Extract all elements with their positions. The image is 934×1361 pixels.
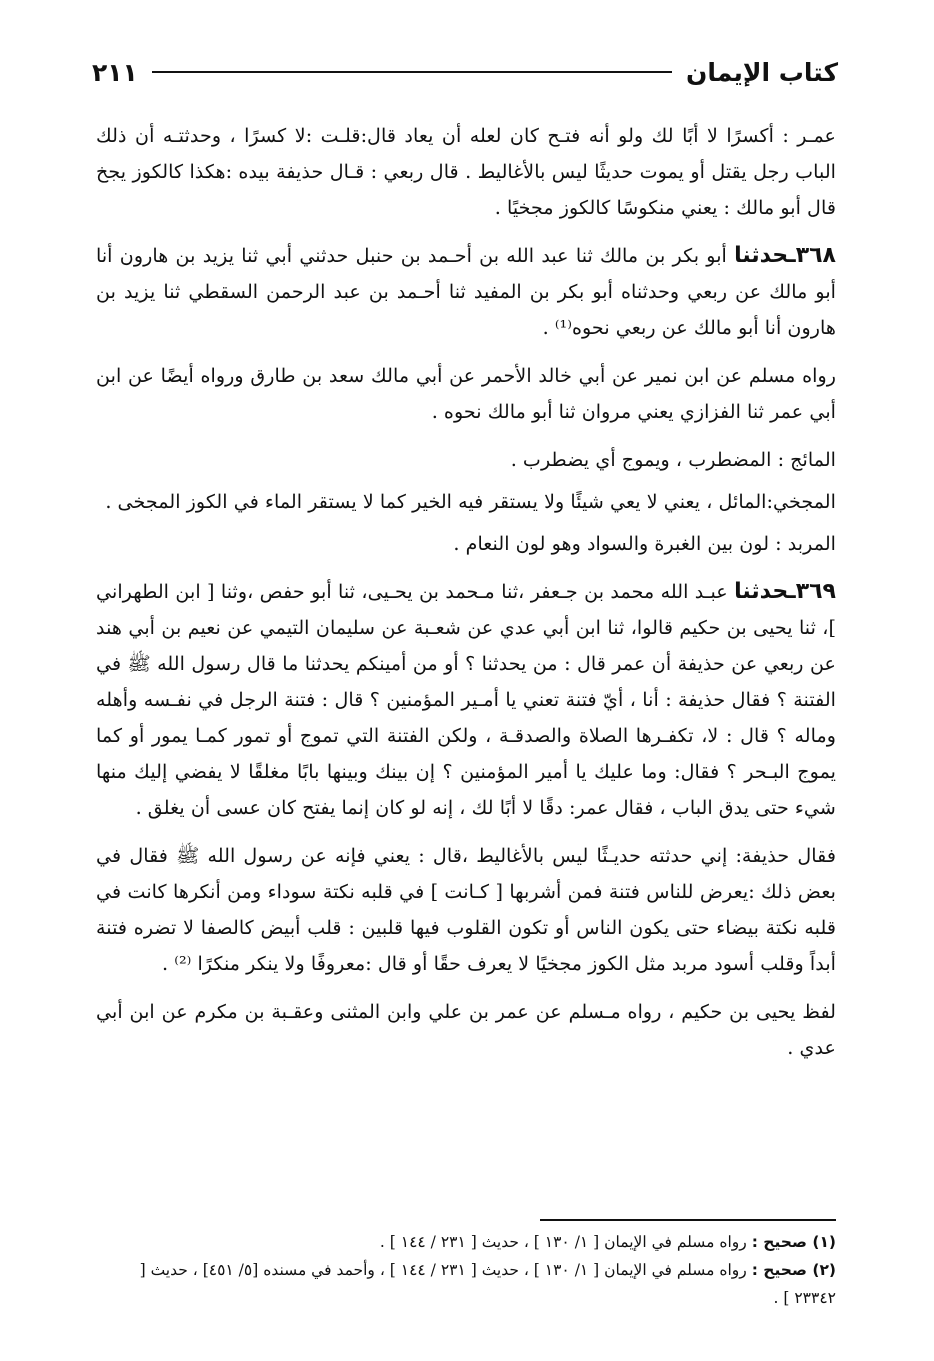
paragraph-text: المجخي:المائل ، يعني لا يعي شيئًا ولا يستقر فيه الخير كما لا يستقر الماء في الكوز المجخى . [105,490,836,513]
hadith-368 [96,238,836,346]
paragraph-text: عمـر : أكسرًا لا أبًا لك ولو أنه فتـح كان لعله أن يعاد قال:قلـت :لا كسرًا ، وحدثتـه أن ذلك الباب رجل يقتل أو يموت حديثًا ليس بالأغاليط . قال ربعي : قـال حذيفة بيده :هكذا كالكوز يجخ قال أبو مالك : يعني منكوسًا كالكوز مجخيًا . [96,124,836,219]
paragraph-text: رواه مسلم عن ابن نمير عن أبي خالد الأحمر عن أبي مالك سعد بن طارق ورواه أيضًا عن ابن أبي عمر ثنا الفزازي يعني مروان ثنا أبو مالك نحوه . [96,364,836,423]
hadith-keyword: ـحدثنا [734,243,796,268]
footnote-label: (١) صحيح : [751,1233,836,1251]
footnote-text: رواه مسلم في الإيمان [ ١/ ١٣٠ ] ، حديث [ ٢٣١ / ١٤٤ ] . [379,1233,747,1251]
footnote-1 [96,1228,836,1256]
footnotes [96,1228,836,1312]
footnote-2 [96,1256,836,1312]
gloss-maij [96,442,836,478]
paragraph-3 [96,358,836,430]
header-rule [152,71,672,73]
paragraph-text: المائج : المضطرب ، ويموج أي يضطرب . [510,448,836,471]
paragraph-text: لفظ يحيى بن حكيم ، رواه مـسلم عن عمر بن علي وابن المثنى وعقـبة بن مكرم عن ابن أبي عدي . [96,1000,836,1059]
gloss-mujakhkhi [96,484,836,520]
paragraph-text: عبـد الله محمد بن جـعفر ،ثنا مـحمد بن يحـيى، ثنا أبو حفص ،وثنا [ ابن الطهراني ]، ثنا يحيى بن حكيم قالوا، ثنا ابن أبي عدي عن شعـبة عن سليمان التيمي عن نعيم بن أبي هند عن ربعي عن حذيفة أن عمر قال : من يحدثنا ؟ أو من أمينكم يحدثنا ما قال رسول الله ﷺ في الفتنة ؟ فقال حذيفة : أنا ، أيّ فتنة تعني يا أمـير المؤمنين ؟ قال : فتنة الرجل في نفـسه وأهله وماله ؟ قال : لا، تكفـرها الصلاة والصدقـة ، ولكن الفتنة التي تموج أو تمور كمـا يمور أو كما يموج البـحر ؟ فقال: وما عليك يا أمير المؤمنين ؟ إن بينك وبينها بابًا مغلقًا لا يفضي إليك منها شيء حتى يدق الباب ، فقال عمر: دقًا لا أبًا لك ، إنه لو كان إنما يفتح كان عسى أن يغلق . [96,580,836,819]
page-number: ٢١١ [92,57,138,87]
paragraph-1 [96,118,836,226]
page-header [92,52,838,92]
hadith-number: ٣٦٨ [795,243,836,268]
hadith-keyword: ـحدثنا [734,579,796,604]
book-title: كتاب الإيمان [685,57,838,87]
hadith-369 [96,574,836,826]
hadith-number: ٣٦٩ [795,579,836,604]
gloss-murbad [96,526,836,562]
paragraph-text: فقال حذيفة: إني حدثته حديـثًا ليس بالأغاليط ،قال : يعني فإنه عن رسول الله ﷺ فقال في بعض ذلك :يعرض للناس فتنة فمن أشربها [ كـانت ] في قلبه نكتة سوداء ومن أنكرها كانت في قلبه نكتة بيضاء حتى يكون الناس أو تكون القلوب فيها قلبين : قلب أبيض كالصفا لا تضره فتنة أبداً وقلب أسود مربد مثل الكوز مجخيًا لا يعرف حقًا أو قال :معروفًا ولا ينكر منكرًا ⁽²⁾ . [96,844,836,975]
footnote-rule [540,1219,836,1221]
paragraph-8 [96,838,836,982]
footnote-label: (٢) صحيح : [751,1261,836,1279]
footnote-text: رواه مسلم في الإيمان [ ١/ ١٣٠ ] ، حديث [ ٢٣١ / ١٤٤ ] ، وأحمد في مسنده [٥/ ٤٥١] ، حديث [ ٢٣٣٤٢ ] . [139,1261,836,1307]
page-body [96,118,836,1078]
paragraph-text: المربد : لون بين الغبرة والسواد وهو لون النعام . [453,532,836,555]
paragraph-text: أبو بكر بن مالك ثنا عبد الله بن أحـمد بن حنبل حدثني أبي ثنا يزيد بن هارون أنا أبو مالك عن ربعي وحدثناه أبو بكر بن المفيد ثنا أحـمد بن عبد الرحمن السقطي ثنا يزيد بن هارون أنا أبو مالك عن ربعي نحوه⁽¹⁾ . [96,244,836,339]
paragraph-9 [96,994,836,1066]
